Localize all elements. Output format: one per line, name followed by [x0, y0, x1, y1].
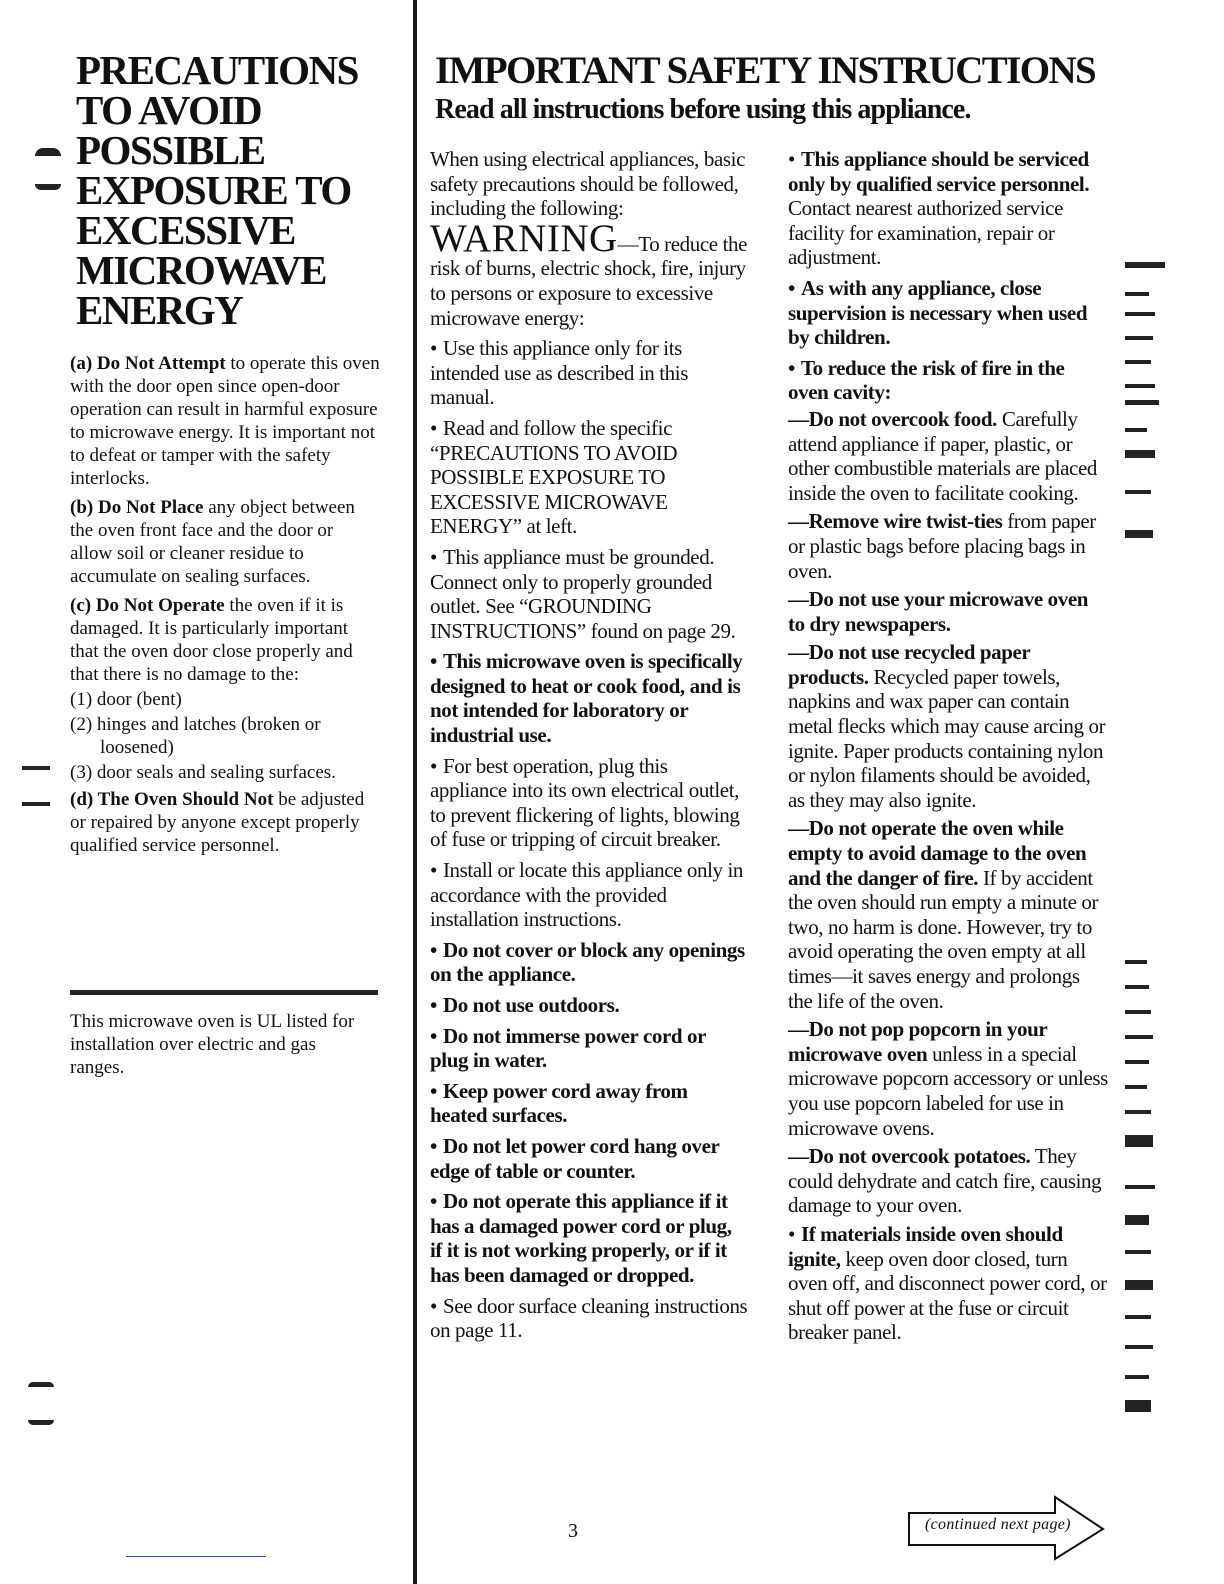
scan-edge-mark	[1125, 1185, 1155, 1189]
safety-column-left	[430, 147, 748, 1349]
scan-edge-mark	[1125, 1345, 1153, 1349]
scan-edge-mark	[1125, 1060, 1149, 1064]
fire-tip	[788, 1017, 1108, 1140]
warning-word: WARNING	[430, 216, 618, 260]
tip-text: Recycled paper towels, napkins and wax paper can contain metal flecks which may cause arcing or ignite. Paper products containing nylon or nylon filaments should be avoided, as they may also ignite.	[788, 664, 1106, 812]
fire-tip	[788, 1144, 1108, 1218]
precaution-item-a	[70, 352, 380, 490]
safety-bullet: • For best operation, plug this appliance into its own electrical outlet, to prevent flickering of lights, blowing of fuse or tripping of circuit breaker.	[430, 754, 748, 852]
page-number: 3	[568, 1520, 578, 1542]
safety-column-right	[788, 147, 1108, 1351]
scan-edge-mark	[1125, 384, 1155, 388]
safety-bullet: • See door surface cleaning instructions on page 11.	[430, 1294, 748, 1343]
precaution-label: (d) The Oven Should Not	[70, 789, 274, 810]
ul-listing-note: This microwave oven is UL listed for installation over electric and gas ranges.	[70, 1011, 355, 1078]
precaution-item-b	[70, 496, 380, 588]
tip-bold-text: —Do not overcook potatoes.	[788, 1144, 1031, 1169]
scan-edge-mark	[1125, 1375, 1149, 1379]
precautions-title	[76, 47, 380, 333]
tip-bold-text: —Do not pop popcorn in your microwave oven	[788, 1017, 1047, 1066]
bullet-text: keep oven door closed, turn oven off, and disconnect power cord, or shut off power at the fuse or circuit breaker panel.	[788, 1246, 1107, 1345]
precautions-column	[70, 47, 380, 863]
tip-text: from paper or plastic bags before placing bags in oven.	[788, 509, 1096, 583]
damage-list-item: (1) door (bent)	[70, 689, 182, 710]
damage-list-item: (3) door seals and sealing surfaces.	[70, 762, 336, 783]
precautions-title-line: EXPOSURE TO	[76, 167, 351, 213]
binder-hole-mark	[22, 766, 50, 770]
binder-hole-mark	[28, 1420, 54, 1425]
tip-bold-text: —Remove wire twist-ties	[788, 509, 1003, 534]
safety-bullet: • Keep power cord away from heated surfaces.	[430, 1079, 748, 1128]
safety-bullet: • Do not use outdoors.	[430, 993, 748, 1018]
tip-text: If by accident the oven should run empty a minute or two, no harm is done. However, try to avoid operating the oven empty at all times—it saves energy and prolongs the life of the oven.	[788, 865, 1099, 1013]
safety-bullet: • As with any appliance, close supervision is necessary when used by children.	[788, 276, 1108, 350]
safety-bullet: • Read and follow the specific “PRECAUTIONS TO AVOID POSSIBLE EXPOSURE TO EXCESSIVE MICROWAVE ENERGY” at left.	[430, 416, 748, 539]
scan-edge-mark	[1125, 312, 1155, 316]
scan-edge-mark	[1125, 1280, 1153, 1290]
scan-edge-mark	[1125, 1035, 1153, 1039]
precautions-title-line: MICROWAVE	[76, 247, 326, 293]
continued-label: (continued next page)	[925, 1516, 1071, 1533]
warning-text: —To reduce the risk of burns, electric shock, fire, injury to persons or exposure to excessive microwave energy:	[430, 231, 748, 330]
safety-bullet: • Install or locate this appliance only in accordance with the provided installation instructions.	[430, 858, 748, 932]
precautions-title-line: PRECAUTIONS	[76, 47, 358, 93]
tip-bold-text: —Do not operate the oven while empty to avoid damage to the oven and the danger of fire.	[788, 816, 1087, 890]
tip-text: They could dehydrate and catch fire, causing damage to your oven.	[788, 1144, 1102, 1218]
scan-edge-mark	[1125, 1250, 1151, 1254]
safety-bullet: • Do not operate this appliance if it has a damaged power cord or plug, if it is not working properly, or if it has been damaged or dropped.	[430, 1189, 748, 1287]
fire-tip	[788, 816, 1108, 1013]
scan-edge-mark	[1125, 450, 1155, 458]
scan-edge-mark	[1125, 1315, 1151, 1319]
column-divider	[413, 0, 417, 1584]
fire-tip	[788, 407, 1108, 505]
page-title: IMPORTANT SAFETY INSTRUCTIONS	[435, 49, 1096, 92]
scan-edge-mark	[1125, 428, 1147, 432]
binder-hole-mark	[35, 184, 61, 190]
precaution-item-d	[70, 788, 380, 857]
scan-edge-mark	[1125, 985, 1149, 989]
safety-bullet	[788, 1222, 1108, 1345]
bullet-text: Contact nearest authorized service facility for examination, repair or adjustment.	[788, 196, 1064, 270]
precaution-text: to operate this oven with the door open since open-door operation can result in harmful exposure to microwave energy. It is important not to defeat or tamper with the safety interlocks.	[70, 353, 380, 489]
fire-tip	[788, 509, 1108, 583]
tip-text: unless in a special microwave popcorn accessory or unless you use popcorn labeled for use in microwave ovens.	[788, 1041, 1108, 1140]
scan-edge-mark	[1125, 490, 1151, 494]
tip-bold-text: —Do not use recycled paper products.	[788, 640, 1030, 689]
binder-hole-mark	[22, 802, 50, 806]
scan-edge-mark	[1125, 336, 1153, 340]
bottom-rule	[126, 1556, 266, 1557]
scan-edge-mark	[1125, 1135, 1153, 1147]
safety-bullet: • Use this appliance only for its intended use as described in this manual.	[430, 336, 748, 410]
binder-hole-mark	[28, 1382, 54, 1387]
precautions-title-line: EXCESSIVE	[76, 207, 295, 253]
warning-paragraph	[430, 216, 748, 330]
tip-text: Carefully attend appliance if paper, plastic, or other combustible materials are placed inside the oven to facilitate cooking.	[788, 406, 1097, 505]
section-divider	[70, 990, 378, 995]
safety-bullet: • This microwave oven is specifically designed to heat or cook food, and is not intended for laboratory or industrial use.	[430, 649, 748, 747]
scan-edge-mark	[1125, 1110, 1151, 1114]
scan-edge-mark	[1125, 960, 1147, 964]
safety-bullet	[788, 147, 1108, 270]
scan-edge-mark	[1125, 530, 1153, 538]
scan-edge-mark	[1125, 400, 1159, 405]
safety-bullet: • Do not immerse power cord or plug in water.	[430, 1024, 748, 1073]
scan-edge-mark	[1125, 360, 1151, 364]
precaution-label: (b) Do Not Place	[70, 497, 204, 518]
scan-edge-mark	[1125, 1400, 1151, 1412]
fire-tip	[788, 587, 1108, 636]
precaution-label: (a) Do Not Attempt	[70, 353, 226, 374]
scan-edge-mark	[1125, 1085, 1147, 1089]
tip-bold-text: —Do not use your microwave oven to dry newspapers.	[788, 587, 1089, 636]
precaution-text: be adjusted or repaired by anyone except properly qualified service personnel.	[70, 789, 365, 856]
safety-bullet: • Do not let power cord hang over edge of table or counter.	[430, 1134, 748, 1183]
precautions-title-line: POSSIBLE	[76, 127, 265, 173]
bullet-bold-text: This appliance should be serviced only by qualified service personnel.	[788, 147, 1090, 196]
scan-edge-mark	[1125, 1215, 1149, 1225]
scan-edge-mark	[1125, 292, 1149, 296]
precautions-title-line: ENERGY	[76, 287, 243, 333]
fire-tip	[788, 640, 1108, 812]
continued-arrow[interactable]	[905, 1493, 1110, 1563]
damage-list-item: (2) hinges and latches (broken or loosened)	[70, 714, 321, 758]
intro-paragraph: When using electrical appliances, basic safety precautions should be followed, including the following:	[430, 147, 746, 221]
safety-bullet: • To reduce the risk of fire in the oven cavity:	[788, 356, 1108, 405]
page-subtitle: Read all instructions before using this appliance.	[435, 94, 971, 125]
scan-edge-mark	[1125, 1010, 1151, 1014]
safety-bullet: • Do not cover or block any openings on the appliance.	[430, 938, 748, 987]
precaution-label: (c) Do Not Operate	[70, 595, 225, 616]
precaution-text: any object between the oven front face and the door or allow soil or cleaner residue to accumulate on sealing surfaces.	[70, 497, 355, 587]
damage-list	[70, 688, 380, 784]
bullet-bold-text: If materials inside oven should ignite,	[788, 1221, 1063, 1271]
tip-bold-text: —Do not overcook food.	[788, 406, 997, 431]
safety-bullet: • This appliance must be grounded. Connect only to properly grounded outlet. See “GROUNDING INSTRUCTIONS” found on page 29.	[430, 545, 748, 643]
precaution-text: the oven if it is damaged. It is particularly important that the oven door close properly and that there is no damage to the:	[70, 595, 353, 685]
precautions-title-line: TO AVOID	[76, 87, 262, 133]
scan-edge-mark	[1125, 262, 1165, 268]
precaution-item-c	[70, 594, 380, 686]
binder-hole-mark	[35, 148, 61, 156]
